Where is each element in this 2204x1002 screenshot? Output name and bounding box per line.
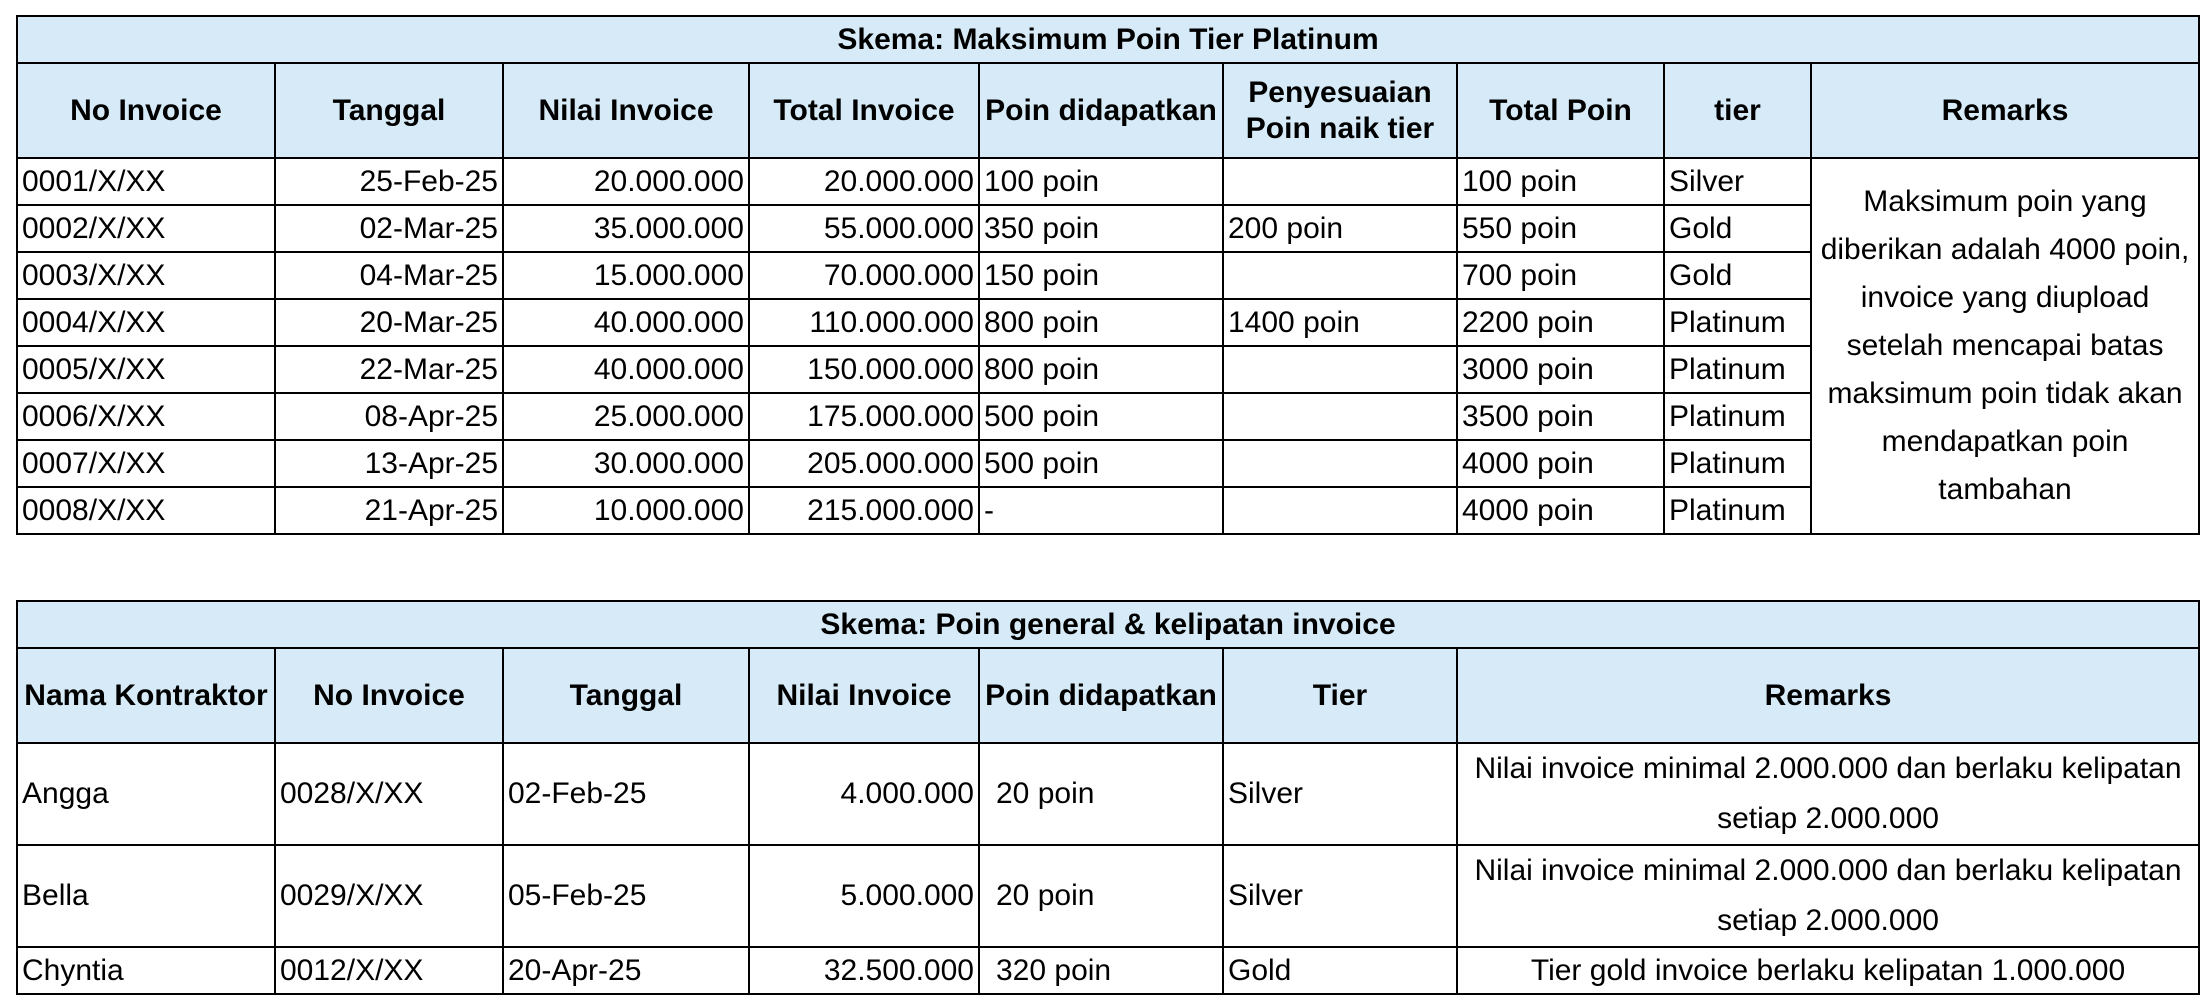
cell-nilai-invoice: 5.000.000 [749, 845, 979, 947]
cell-tanggal: 04-Mar-25 [275, 252, 503, 299]
remarks-merged-cell: Maksimum poin yang diberikan adalah 4000 poin, invoice yang diupload setelah mencapai batas maksimum poin tidak akan mendapatkan poin tambahan [1811, 158, 2199, 534]
cell-no-invoice: 0003/X/XX [17, 252, 275, 299]
cell-poin: 500 poin [979, 393, 1223, 440]
table-maksimum-poin [16, 15, 2200, 535]
cell-penyesuaian [1223, 158, 1457, 205]
header-poin-didapatkan: Poin didapatkan [979, 63, 1223, 158]
cell-nama: Bella [17, 845, 275, 947]
cell-no-invoice: 0006/X/XX [17, 393, 275, 440]
cell-total-invoice: 150.000.000 [749, 346, 979, 393]
cell-penyesuaian: 200 poin [1223, 205, 1457, 252]
cell-penyesuaian [1223, 393, 1457, 440]
cell-no-invoice: 0002/X/XX [17, 205, 275, 252]
cell-total-invoice: 205.000.000 [749, 440, 979, 487]
cell-penyesuaian [1223, 487, 1457, 534]
cell-tanggal: 13-Apr-25 [275, 440, 503, 487]
cell-nilai-invoice: 20.000.000 [503, 158, 749, 205]
cell-no-invoice: 0012/X/XX [275, 947, 503, 994]
cell-tanggal: 02-Mar-25 [275, 205, 503, 252]
cell-tier: Silver [1223, 845, 1457, 947]
cell-poin: 20 poin [979, 845, 1223, 947]
table-row [17, 947, 2199, 994]
cell-remarks: Tier gold invoice berlaku kelipatan 1.000.000 [1457, 947, 2199, 994]
cell-no-invoice: 0029/X/XX [275, 845, 503, 947]
cell-poin: 350 poin [979, 205, 1223, 252]
table-row [17, 743, 2199, 845]
cell-total-invoice: 20.000.000 [749, 158, 979, 205]
table-poin-general [16, 600, 2200, 995]
header-no-invoice: No Invoice [275, 648, 503, 743]
cell-nilai-invoice: 25.000.000 [503, 393, 749, 440]
cell-tanggal: 05-Feb-25 [503, 845, 749, 947]
cell-total-poin: 4000 poin [1457, 487, 1664, 534]
cell-nilai-invoice: 32.500.000 [749, 947, 979, 994]
cell-tanggal: 25-Feb-25 [275, 158, 503, 205]
cell-total-poin: 2200 poin [1457, 299, 1664, 346]
cell-penyesuaian [1223, 440, 1457, 487]
cell-poin: 800 poin [979, 299, 1223, 346]
cell-total-poin: 3000 poin [1457, 346, 1664, 393]
cell-total-poin: 700 poin [1457, 252, 1664, 299]
header-nilai-invoice: Nilai Invoice [749, 648, 979, 743]
cell-tier: Gold [1223, 947, 1457, 994]
cell-tier: Silver [1664, 158, 1811, 205]
cell-tier: Platinum [1664, 440, 1811, 487]
cell-tanggal: 02-Feb-25 [503, 743, 749, 845]
cell-nilai-invoice: 40.000.000 [503, 299, 749, 346]
cell-no-invoice: 0004/X/XX [17, 299, 275, 346]
cell-penyesuaian: 1400 poin [1223, 299, 1457, 346]
cell-nilai-invoice: 40.000.000 [503, 346, 749, 393]
cell-nilai-invoice: 30.000.000 [503, 440, 749, 487]
header-nama-kontraktor: Nama Kontraktor [17, 648, 275, 743]
cell-poin: 320 poin [979, 947, 1223, 994]
header-total-poin: Total Poin [1457, 63, 1664, 158]
header-remarks: Remarks [1811, 63, 2199, 158]
cell-tier: Platinum [1664, 346, 1811, 393]
cell-remarks: Nilai invoice minimal 2.000.000 dan berlaku kelipatan setiap 2.000.000 [1457, 845, 2199, 947]
cell-total-invoice: 55.000.000 [749, 205, 979, 252]
cell-penyesuaian [1223, 346, 1457, 393]
cell-total-poin: 550 poin [1457, 205, 1664, 252]
cell-tier: Silver [1223, 743, 1457, 845]
header-remarks: Remarks [1457, 648, 2199, 743]
header-no-invoice: No Invoice [17, 63, 275, 158]
cell-remarks: Nilai invoice minimal 2.000.000 dan berlaku kelipatan setiap 2.000.000 [1457, 743, 2199, 845]
cell-poin: 20 poin [979, 743, 1223, 845]
cell-total-invoice: 110.000.000 [749, 299, 979, 346]
cell-total-poin: 3500 poin [1457, 393, 1664, 440]
cell-total-poin: 4000 poin [1457, 440, 1664, 487]
cell-nilai-invoice: 35.000.000 [503, 205, 749, 252]
cell-tanggal: 21-Apr-25 [275, 487, 503, 534]
table1-title: Skema: Maksimum Poin Tier Platinum [17, 16, 2199, 63]
cell-nama: Chyntia [17, 947, 275, 994]
cell-tier: Gold [1664, 205, 1811, 252]
cell-no-invoice: 0005/X/XX [17, 346, 275, 393]
header-tanggal: Tanggal [503, 648, 749, 743]
cell-tier: Platinum [1664, 487, 1811, 534]
cell-poin: 800 poin [979, 346, 1223, 393]
cell-no-invoice: 0028/X/XX [275, 743, 503, 845]
cell-no-invoice: 0008/X/XX [17, 487, 275, 534]
header-nilai-invoice: Nilai Invoice [503, 63, 749, 158]
cell-total-invoice: 215.000.000 [749, 487, 979, 534]
cell-tanggal: 22-Mar-25 [275, 346, 503, 393]
cell-poin: 150 poin [979, 252, 1223, 299]
header-tanggal: Tanggal [275, 63, 503, 158]
cell-total-invoice: 175.000.000 [749, 393, 979, 440]
header-tier: tier [1664, 63, 1811, 158]
cell-tanggal: 08-Apr-25 [275, 393, 503, 440]
cell-no-invoice: 0001/X/XX [17, 158, 275, 205]
cell-total-invoice: 70.000.000 [749, 252, 979, 299]
table2-title: Skema: Poin general & kelipatan invoice [17, 601, 2199, 648]
cell-tier: Platinum [1664, 393, 1811, 440]
cell-no-invoice: 0007/X/XX [17, 440, 275, 487]
cell-tier: Gold [1664, 252, 1811, 299]
cell-nilai-invoice: 4.000.000 [749, 743, 979, 845]
cell-poin: 100 poin [979, 158, 1223, 205]
cell-nama: Angga [17, 743, 275, 845]
header-total-invoice: Total Invoice [749, 63, 979, 158]
cell-poin: 500 poin [979, 440, 1223, 487]
header-poin-didapatkan: Poin didapatkan [979, 648, 1223, 743]
cell-nilai-invoice: 10.000.000 [503, 487, 749, 534]
cell-tanggal: 20-Apr-25 [503, 947, 749, 994]
cell-poin: - [979, 487, 1223, 534]
table-row [17, 845, 2199, 947]
cell-tier: Platinum [1664, 299, 1811, 346]
cell-nilai-invoice: 15.000.000 [503, 252, 749, 299]
header-penyesuaian-poin: Penyesuaian Poin naik tier [1223, 63, 1457, 158]
cell-tanggal: 20-Mar-25 [275, 299, 503, 346]
table-row [17, 158, 2199, 205]
cell-penyesuaian [1223, 252, 1457, 299]
cell-total-poin: 100 poin [1457, 158, 1664, 205]
header-tier: Tier [1223, 648, 1457, 743]
